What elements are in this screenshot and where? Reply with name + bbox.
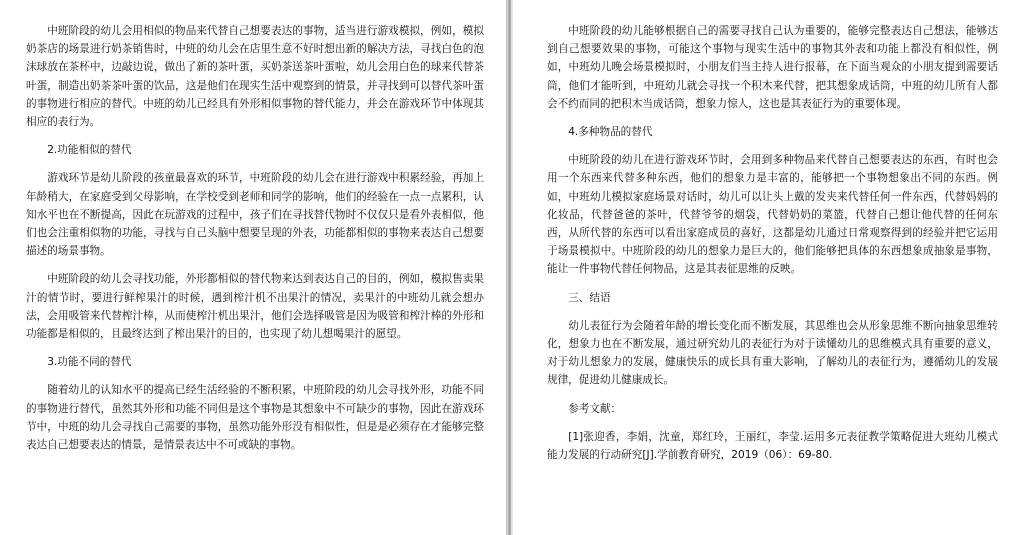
subheading-multiple-items: 4.多种物品的替代	[568, 126, 653, 139]
paragraph: 中班阶段的幼儿能够根据自己的需要寻找自己认为重要的，能够完整表达自己想法，能够达到自己想要效果的事物，可能这个事物与现实生活中的事物其外表和功能上都没有相似性，例如，中班幼儿晚会场景模拟时，小朋友们当主持人进行报幕，在下面当观众的小朋友提到需要话筒，他们才能听到，中班幼儿就会寻找一个积木来代替，把其想象成话筒，中班的幼儿所有人都会不约而同的把积木当成话筒，想象力惊人，这也是其表征行为的重要体现。	[547, 25, 998, 110]
subheading-function-different: 3.功能不同的替代	[47, 356, 132, 369]
page-body-right	[547, 22, 998, 464]
paragraph: 中班阶段的幼儿会用相似的物品来代替自己想要表达的事物，适当进行游戏模拟，例如，模拟奶茶店的场景进行奶茶销售时，中班的幼儿会在店里生意不好时想出新的解决方法，寻找白色的泡沫球放在茶杯中，边敲边说，做出了新的茶叶蛋，买奶茶送茶叶蛋啦，幼儿会用白色的球来代替茶叶蛋，制造出奶茶茶叶蛋的饮品，这是他们在现实生活中观察到的情景，并寻找到可以替代茶叶蛋的事物进行相应的替代。中班的幼儿已经具有外形相似事物的替代能力，并会在游戏环节中体现其相应的表行为。	[26, 25, 484, 129]
paragraph: 游戏环节是幼儿阶段的孩童最喜欢的环节，中班阶段的幼儿会在进行游戏中积累经验，再加上年龄稍大，在家庭受到父母影响，在学校受到老师和同学的影响，他们的经验在一点一点累积，认知水平也在不断提高，因此在玩游戏的过程中，孩子们在寻找替代物时不仅仅只是看外表相似，他们也会注重相似物的功能，寻找与自己头脑中想要呈现的外表，功能都相似的事物来表达自己想要描述的场景事物。	[26, 172, 484, 258]
document-page-left	[0, 0, 506, 535]
references-heading: 参考文献：	[568, 402, 622, 415]
page-divider	[506, 0, 513, 535]
paragraph: 中班阶段的幼儿会寻找功能，外形都相似的替代物来达到表达自己的目的，例如，模拟售卖果汁的情节时，要进行鲜榨果汁的时候，遇到榨汁机不出果汁的情况，卖果汁的中班幼儿就会想办法，会用吸管来代替榨汁棒，从而使榨汁机出果汁，他们会选择吸管是因为吸管和榨汁棒的外形和功能都是相似的，且最终达到了榨出果汁的目的，也实现了幼儿想喝果汁的愿望。	[26, 273, 484, 341]
page-body-left	[26, 22, 484, 454]
subheading-function-similar: 2.功能相似的替代	[47, 144, 132, 157]
paragraph: 随着幼儿的认知水平的提高已经生活经验的不断积累，中班阶段的幼儿会寻找外形，功能不同的事物进行替代，虽然其外形和功能不同但是这个事物是其想象中不可缺少的事物，因此在游戏环节中，中班的幼儿会寻找自己需要的事物，虽然功能外形没有相似性，但是是必须存在才能够完整表达自己想要表达的情景，是情景表达中不可或缺的事物。	[26, 384, 484, 452]
reference-item: [1]张迎香，李娟，沈童，郑红玲，王丽红，李莹.运用多元表征教学策略促进大班幼儿模式能力发展的行动研究[J].学前教育研究，2019（06）：69-80.	[547, 430, 998, 462]
document-page-right	[513, 0, 1024, 535]
paragraph: 中班阶段的幼儿在进行游戏环节时，会用到多种物品来代替自己想要表达的东西，有时也会用一个东西来代替多种东西，他们的想象力是丰富的，能够把一个事物想象出不同的东西。例如，中班幼儿模拟家庭场景对话时，幼儿可以让头上戴的发夹来代替任何一件东西，代替妈妈的化妆品，代替爸爸的茶叶，代替爷爷的烟袋，代替奶奶的菜篮，代替自己想让他代替的任何东西，从所代替的东西可以看出家庭成员的喜好，这都是幼儿通过日常观察得到的经验并把它运用于场景模拟中。中班阶段的幼儿的想象力是巨大的，他们能够把具体的东西想象成抽象是事物，能让一件事物代替任何物品，这是其表征思维的反映。	[547, 154, 998, 276]
section-heading-conclusion: 三、结语	[568, 291, 611, 304]
paragraph: 幼儿表征行为会随着年龄的增长变化而不断发展，其思维也会从形象思维不断向抽象思维转化，想象力也在不断发展，通过研究幼儿的表征行为对于读懂幼儿的思维模式具有重要的意义，对于幼儿想象力的发展，健康快乐的成长具有重大影响，了解幼儿的表征行为，遵循幼儿的发展规律，促进幼儿健康成长。	[547, 319, 998, 387]
